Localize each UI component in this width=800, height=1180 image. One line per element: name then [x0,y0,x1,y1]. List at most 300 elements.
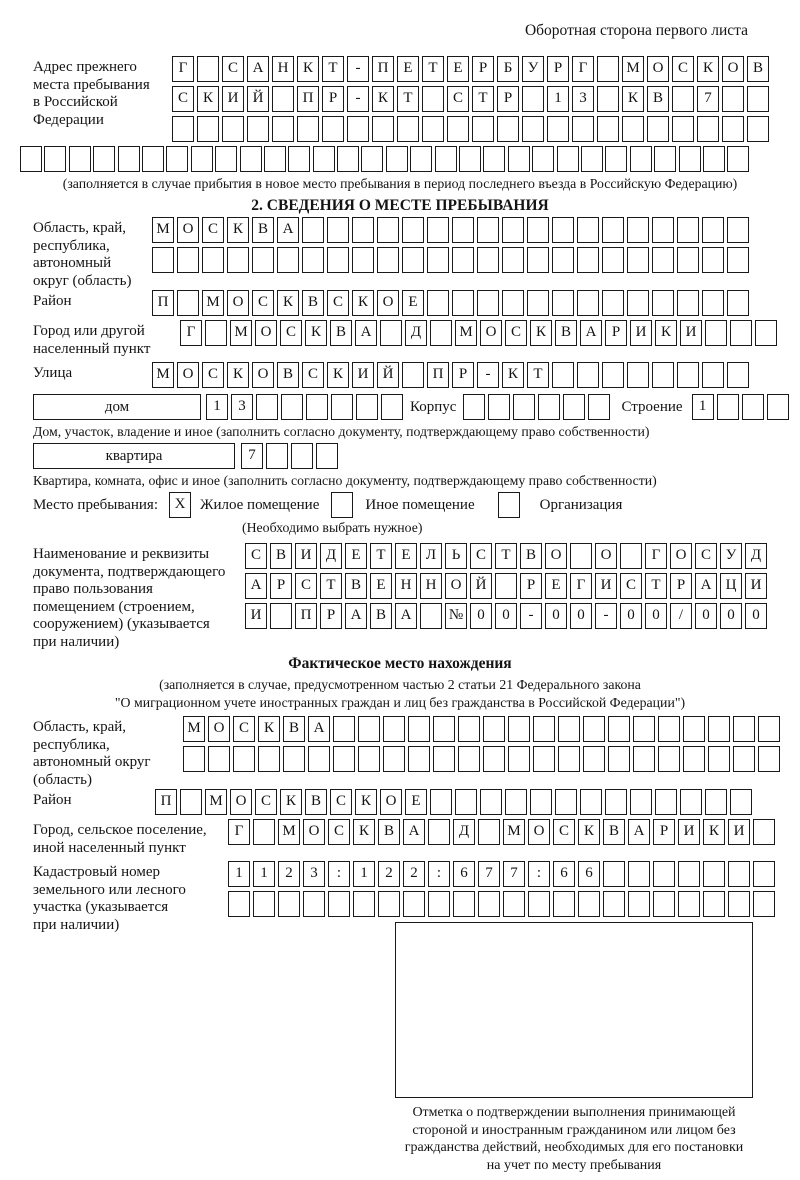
char-cell[interactable] [502,290,524,316]
char-cell[interactable]: К [227,217,249,243]
char-cell[interactable] [283,746,305,772]
char-cell[interactable]: Т [370,543,392,569]
char-cell[interactable]: Т [527,362,549,388]
char-cell[interactable] [727,362,749,388]
char-cell[interactable] [528,891,550,917]
char-cell[interactable] [538,394,560,420]
char-cell[interactable] [180,789,202,815]
char-cell[interactable] [502,247,524,273]
char-cell[interactable]: 1 [353,861,375,887]
char-cell[interactable] [552,362,574,388]
char-cell[interactable] [208,746,230,772]
char-cell[interactable]: Н [272,56,294,82]
char-cell[interactable] [605,789,627,815]
char-cell[interactable] [557,146,579,172]
char-cell[interactable] [215,146,237,172]
char-cell[interactable] [256,394,278,420]
char-cell[interactable] [602,290,624,316]
char-cell[interactable]: Р [322,86,344,112]
char-cell[interactable] [577,247,599,273]
char-cell[interactable] [422,116,444,142]
char-cell[interactable] [337,146,359,172]
char-cell[interactable] [678,861,700,887]
char-cell[interactable]: В [555,320,577,346]
char-cell[interactable] [708,716,730,742]
char-cell[interactable]: В [647,86,669,112]
char-cell[interactable]: О [252,362,274,388]
char-cell[interactable] [533,716,555,742]
char-cell[interactable] [747,86,769,112]
char-cell[interactable] [558,746,580,772]
char-cell[interactable]: Т [495,543,517,569]
char-cell[interactable]: П [155,789,177,815]
char-cell[interactable] [705,789,727,815]
char-cell[interactable]: Р [497,86,519,112]
char-cell[interactable]: К [297,56,319,82]
char-cell[interactable] [578,891,600,917]
char-cell[interactable]: О [480,320,502,346]
char-cell[interactable]: 6 [553,861,575,887]
char-cell[interactable] [652,217,674,243]
char-cell[interactable]: О [445,573,467,599]
char-cell[interactable] [420,603,442,629]
char-cell[interactable] [572,116,594,142]
char-cell[interactable] [272,86,294,112]
char-cell[interactable]: И [630,320,652,346]
char-cell[interactable]: С [302,362,324,388]
char-cell[interactable] [658,716,680,742]
char-cell[interactable] [253,891,275,917]
char-cell[interactable]: К [622,86,644,112]
char-cell[interactable] [483,746,505,772]
char-cell[interactable]: А [695,573,717,599]
char-cell[interactable]: М [622,56,644,82]
char-cell[interactable]: С [233,716,255,742]
char-cell[interactable]: 3 [303,861,325,887]
char-cell[interactable]: 0 [645,603,667,629]
char-cell[interactable]: С [172,86,194,112]
char-cell[interactable]: 7 [697,86,719,112]
char-cell[interactable]: 0 [570,603,592,629]
char-cell[interactable]: С [222,56,244,82]
char-cell[interactable] [281,394,303,420]
char-cell[interactable]: Ь [445,543,467,569]
char-cell[interactable] [458,716,480,742]
char-cell[interactable] [278,891,300,917]
char-cell[interactable]: Г [228,819,250,845]
char-cell[interactable] [377,217,399,243]
char-cell[interactable]: 0 [495,603,517,629]
char-cell[interactable] [408,716,430,742]
char-cell[interactable] [677,247,699,273]
char-cell[interactable]: Н [395,573,417,599]
char-cell[interactable]: С [252,290,274,316]
char-cell[interactable] [191,146,213,172]
char-cell[interactable] [453,891,475,917]
char-cell[interactable] [602,217,624,243]
char-cell[interactable]: 1 [547,86,569,112]
char-cell[interactable] [228,891,250,917]
char-cell[interactable]: П [152,290,174,316]
char-cell[interactable] [733,746,755,772]
char-cell[interactable]: К [655,320,677,346]
char-cell[interactable]: И [728,819,750,845]
char-cell[interactable]: В [345,573,367,599]
char-cell[interactable]: 7 [478,861,500,887]
char-cell[interactable] [297,116,319,142]
char-cell[interactable] [722,116,744,142]
char-cell[interactable]: 1 [253,861,275,887]
char-cell[interactable] [753,819,775,845]
char-cell[interactable] [302,217,324,243]
char-cell[interactable]: О [595,543,617,569]
char-cell[interactable]: К [327,362,349,388]
char-cell[interactable] [758,746,780,772]
char-cell[interactable] [433,716,455,742]
char-cell[interactable] [480,789,502,815]
char-cell[interactable]: Т [472,86,494,112]
char-cell[interactable]: Р [270,573,292,599]
char-cell[interactable] [727,247,749,273]
char-cell[interactable]: О [528,819,550,845]
char-cell[interactable] [410,146,432,172]
char-cell[interactable]: М [455,320,477,346]
char-cell[interactable]: Р [547,56,569,82]
char-cell[interactable] [628,861,650,887]
char-cell[interactable]: К [578,819,600,845]
char-cell[interactable]: С [245,543,267,569]
char-cell[interactable] [347,116,369,142]
char-cell[interactable] [69,146,91,172]
char-cell[interactable]: / [670,603,692,629]
char-cell[interactable] [703,861,725,887]
char-cell[interactable] [703,146,725,172]
char-cell[interactable] [672,86,694,112]
char-cell[interactable] [428,819,450,845]
char-cell[interactable] [652,290,674,316]
char-cell[interactable]: О [545,543,567,569]
char-cell[interactable] [288,146,310,172]
char-cell[interactable]: - [347,86,369,112]
char-cell[interactable]: Р [520,573,542,599]
char-cell[interactable]: Д [745,543,767,569]
char-cell[interactable]: С [295,573,317,599]
char-cell[interactable]: 2 [278,861,300,887]
char-cell[interactable]: К [197,86,219,112]
char-cell[interactable] [508,746,530,772]
char-cell[interactable] [430,789,452,815]
char-cell[interactable] [647,116,669,142]
char-cell[interactable] [358,716,380,742]
char-cell[interactable] [386,146,408,172]
char-cell[interactable]: 6 [453,861,475,887]
char-cell[interactable] [291,443,313,469]
char-cell[interactable] [570,543,592,569]
char-cell[interactable]: 0 [470,603,492,629]
char-cell[interactable] [705,320,727,346]
char-cell[interactable]: П [297,86,319,112]
char-cell[interactable] [430,320,452,346]
char-cell[interactable] [627,247,649,273]
char-cell[interactable]: В [520,543,542,569]
char-cell[interactable] [653,891,675,917]
char-cell[interactable] [577,290,599,316]
char-cell[interactable]: 6 [578,861,600,887]
char-cell[interactable]: - [477,362,499,388]
char-cell[interactable] [683,746,705,772]
char-cell[interactable] [603,861,625,887]
char-cell[interactable] [702,247,724,273]
char-cell[interactable]: С [280,320,302,346]
char-cell[interactable] [352,247,374,273]
char-cell[interactable]: Й [470,573,492,599]
char-cell[interactable] [322,116,344,142]
char-cell[interactable]: Н [420,573,442,599]
char-cell[interactable] [20,146,42,172]
char-cell[interactable] [753,861,775,887]
char-cell[interactable]: 0 [545,603,567,629]
char-cell[interactable]: Д [405,320,427,346]
char-cell[interactable] [697,116,719,142]
char-cell[interactable]: 1 [228,861,250,887]
char-cell[interactable] [308,746,330,772]
char-cell[interactable] [372,116,394,142]
char-cell[interactable]: Г [180,320,202,346]
char-cell[interactable] [427,217,449,243]
char-cell[interactable]: : [428,861,450,887]
char-cell[interactable]: М [202,290,224,316]
char-cell[interactable]: М [205,789,227,815]
char-cell[interactable] [652,247,674,273]
char-cell[interactable]: X [169,492,191,518]
char-cell[interactable] [477,247,499,273]
char-cell[interactable]: В [378,819,400,845]
char-cell[interactable] [435,146,457,172]
char-cell[interactable] [502,217,524,243]
char-cell[interactable]: - [595,603,617,629]
char-cell[interactable] [227,247,249,273]
char-cell[interactable] [478,819,500,845]
char-cell[interactable] [702,362,724,388]
char-cell[interactable] [142,146,164,172]
char-cell[interactable]: Й [247,86,269,112]
char-cell[interactable]: П [295,603,317,629]
char-cell[interactable]: А [403,819,425,845]
char-cell[interactable]: К [277,290,299,316]
char-cell[interactable]: Г [570,573,592,599]
char-cell[interactable] [303,891,325,917]
char-cell[interactable]: - [347,56,369,82]
char-cell[interactable]: Е [395,543,417,569]
char-cell[interactable]: А [245,573,267,599]
char-cell[interactable]: И [680,320,702,346]
char-cell[interactable] [166,146,188,172]
char-cell[interactable]: В [277,362,299,388]
char-cell[interactable] [730,789,752,815]
char-cell[interactable] [703,891,725,917]
char-cell[interactable]: С [672,56,694,82]
char-cell[interactable] [622,116,644,142]
char-cell[interactable]: С [620,573,642,599]
char-cell[interactable] [483,716,505,742]
char-cell[interactable]: О [255,320,277,346]
char-cell[interactable] [378,891,400,917]
char-cell[interactable]: 0 [695,603,717,629]
char-cell[interactable]: И [352,362,374,388]
char-cell[interactable] [555,789,577,815]
char-cell[interactable]: К [697,56,719,82]
char-cell[interactable] [513,394,535,420]
char-cell[interactable] [253,819,275,845]
char-cell[interactable] [505,789,527,815]
char-cell[interactable] [93,146,115,172]
char-cell[interactable]: П [427,362,449,388]
char-cell[interactable]: 2 [403,861,425,887]
char-cell[interactable]: В [270,543,292,569]
char-cell[interactable]: Т [645,573,667,599]
char-cell[interactable] [633,716,655,742]
char-cell[interactable]: О [670,543,692,569]
char-cell[interactable]: К [305,320,327,346]
char-cell[interactable]: № [445,603,467,629]
char-cell[interactable] [708,746,730,772]
char-cell[interactable]: О [377,290,399,316]
char-cell[interactable]: Е [370,573,392,599]
char-cell[interactable] [397,116,419,142]
char-cell[interactable] [333,716,355,742]
char-cell[interactable]: А [247,56,269,82]
char-cell[interactable] [202,247,224,273]
char-cell[interactable] [583,746,605,772]
char-cell[interactable]: Г [572,56,594,82]
char-cell[interactable] [532,146,554,172]
char-cell[interactable] [427,290,449,316]
char-cell[interactable] [381,394,403,420]
char-cell[interactable]: 0 [720,603,742,629]
char-cell[interactable] [653,861,675,887]
char-cell[interactable]: 0 [745,603,767,629]
char-cell[interactable]: 0 [620,603,642,629]
char-cell[interactable] [533,746,555,772]
char-cell[interactable] [553,891,575,917]
char-cell[interactable]: С [695,543,717,569]
char-cell[interactable] [452,247,474,273]
char-cell[interactable] [463,394,485,420]
char-cell[interactable]: О [208,716,230,742]
char-cell[interactable]: К [227,362,249,388]
char-cell[interactable]: 1 [206,394,228,420]
char-cell[interactable] [581,146,603,172]
char-cell[interactable]: А [395,603,417,629]
char-cell[interactable] [717,394,739,420]
char-cell[interactable]: И [595,573,617,599]
char-cell[interactable] [277,247,299,273]
char-cell[interactable]: К [502,362,524,388]
char-cell[interactable] [477,217,499,243]
char-cell[interactable] [767,394,789,420]
char-cell[interactable] [508,716,530,742]
char-cell[interactable]: Е [447,56,469,82]
char-cell[interactable] [183,746,205,772]
char-cell[interactable]: В [747,56,769,82]
char-cell[interactable]: И [222,86,244,112]
char-cell[interactable]: О [227,290,249,316]
char-cell[interactable] [472,116,494,142]
char-cell[interactable] [680,789,702,815]
char-cell[interactable] [753,891,775,917]
char-cell[interactable] [597,56,619,82]
char-cell[interactable]: Р [452,362,474,388]
char-cell[interactable] [428,891,450,917]
char-cell[interactable]: Е [405,789,427,815]
char-cell[interactable] [722,86,744,112]
char-cell[interactable] [580,789,602,815]
char-cell[interactable]: 1 [692,394,714,420]
char-cell[interactable] [522,116,544,142]
char-cell[interactable] [605,146,627,172]
char-cell[interactable] [742,394,764,420]
char-cell[interactable] [495,573,517,599]
char-cell[interactable] [503,891,525,917]
char-cell[interactable] [427,247,449,273]
char-cell[interactable] [552,247,574,273]
char-cell[interactable] [758,716,780,742]
char-cell[interactable] [527,247,549,273]
char-cell[interactable]: А [345,603,367,629]
char-cell[interactable]: Б [497,56,519,82]
char-cell[interactable]: Г [172,56,194,82]
char-cell[interactable] [683,716,705,742]
char-cell[interactable] [620,543,642,569]
char-cell[interactable] [558,716,580,742]
char-cell[interactable] [527,217,549,243]
char-cell[interactable] [602,362,624,388]
char-cell[interactable]: О [380,789,402,815]
char-cell[interactable]: В [370,603,392,629]
char-cell[interactable] [630,789,652,815]
char-cell[interactable] [403,891,425,917]
char-cell[interactable]: А [355,320,377,346]
char-cell[interactable]: Т [322,56,344,82]
char-cell[interactable]: С [505,320,527,346]
char-cell[interactable] [488,394,510,420]
char-cell[interactable] [654,146,676,172]
char-cell[interactable]: А [628,819,650,845]
char-cell[interactable]: 7 [241,443,263,469]
char-cell[interactable] [452,217,474,243]
char-cell[interactable] [272,116,294,142]
char-cell[interactable] [755,320,777,346]
char-cell[interactable] [433,746,455,772]
char-cell[interactable]: К [280,789,302,815]
char-cell[interactable] [733,716,755,742]
char-cell[interactable]: Д [320,543,342,569]
char-cell[interactable] [353,891,375,917]
char-cell[interactable]: С [553,819,575,845]
char-cell[interactable]: М [278,819,300,845]
char-cell[interactable] [727,217,749,243]
char-cell[interactable] [608,746,630,772]
char-cell[interactable] [677,290,699,316]
char-cell[interactable]: Р [472,56,494,82]
char-cell[interactable] [361,146,383,172]
char-cell[interactable]: М [183,716,205,742]
char-cell[interactable] [313,146,335,172]
char-cell[interactable] [702,217,724,243]
char-cell[interactable] [152,247,174,273]
char-cell[interactable]: И [245,603,267,629]
char-cell[interactable]: О [230,789,252,815]
